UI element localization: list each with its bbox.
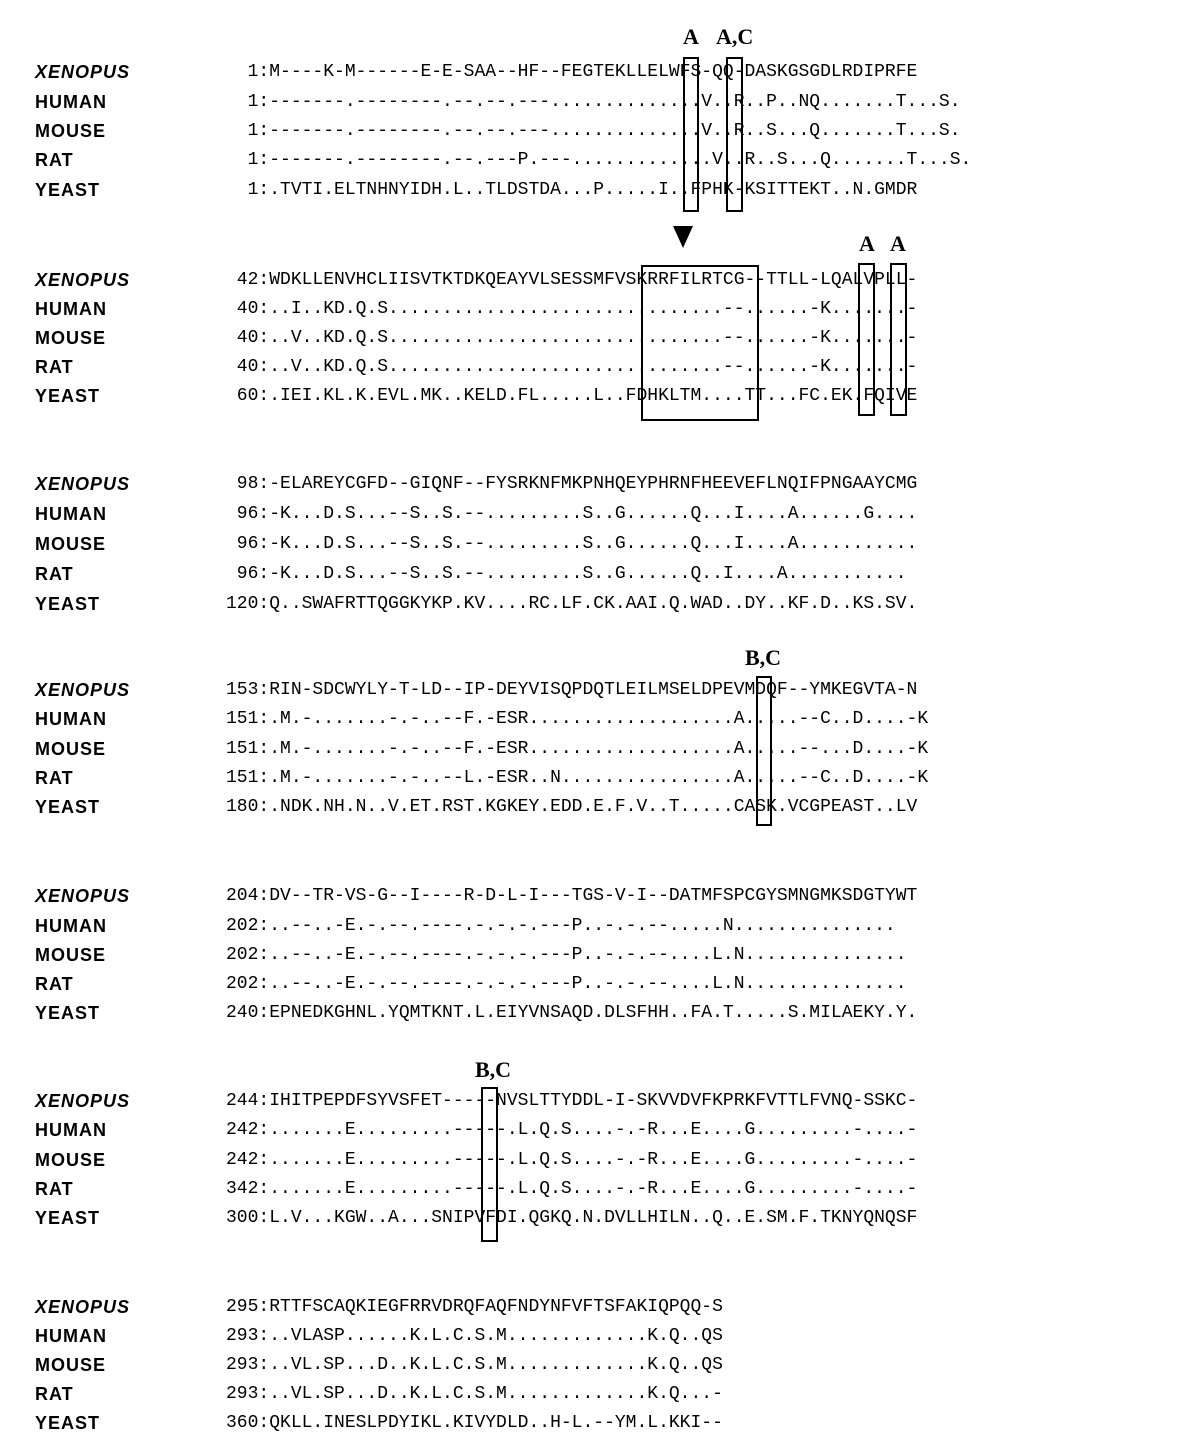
position-number: 242 xyxy=(226,1120,259,1140)
species-label: YEAST xyxy=(35,1208,101,1228)
position-number: 202 xyxy=(226,945,259,965)
species-label: XENOPUS xyxy=(35,270,131,290)
position-number: 40 xyxy=(226,299,259,319)
sequence-text: 342:.......E.........-----.L.Q.S....-.-R...E....G.........-....- xyxy=(226,1179,918,1199)
position-number: 120 xyxy=(226,594,259,614)
species-label: XENOPUS xyxy=(35,1297,131,1317)
species-label: HUMAN xyxy=(35,916,107,936)
residues: .NDK.NH.N..V.ET.RST.KGKEY.EDD.E.F.V..T.....CASK.VCGPEAST..LV xyxy=(269,797,918,817)
species-label: YEAST xyxy=(35,180,101,200)
position-number: 300 xyxy=(226,1208,259,1228)
alignment-row xyxy=(0,768,1187,792)
alignment-row xyxy=(0,1384,1187,1408)
position-number: 360 xyxy=(226,1413,259,1433)
alignment-row xyxy=(0,1091,1187,1115)
sequence-text: 98:-ELAREYCGFD--GIQNF--FYSRKNFMKPNHQEYPHRNFHEEVEFLNQIFPNGAAYCMG xyxy=(226,474,918,494)
alignment-row xyxy=(0,299,1187,323)
alignment-row xyxy=(0,180,1187,204)
residues: DV--TR-VS-G--I----R-D-L-I---TGS-V-I--DATMFSPCGYSMNGMKSDGTYWT xyxy=(269,886,918,906)
position-number: 151 xyxy=(226,768,259,788)
alignment-row xyxy=(0,150,1187,174)
alignment-row xyxy=(0,916,1187,940)
species-label: RAT xyxy=(35,974,74,994)
sequence-text: 242:.......E.........-----.L.Q.S....-.-R...E....G.........-....- xyxy=(226,1120,918,1140)
species-label: YEAST xyxy=(35,594,101,614)
sequence-text: 293:..VLASP......K.L.C.S.M.............K.Q..QS xyxy=(226,1326,723,1346)
residues: ..VL.SP...D..K.L.C.S.M.............K.Q..QS xyxy=(269,1355,723,1375)
sequence-text: 96:-K...D.S...--S..S.--.........S..G......Q...I....A........... xyxy=(226,534,918,554)
sequence-text: 151:.M.-.......-.-..--F.-ESR...................A.....--C..D....-K xyxy=(226,709,929,729)
alignment-row xyxy=(0,974,1187,998)
residues: ..V..KD.Q.S...............................--......-K.......- xyxy=(269,328,918,348)
residues: .......E.........-----.L.Q.S....-.-R...E....G.........-....- xyxy=(269,1179,918,1199)
species-label: MOUSE xyxy=(35,1355,107,1375)
residues: Q..SWAFRTTQGGKYKP.KV....RC.LF.CK.AAI.Q.WAD..DY..KF.D..KS.SV. xyxy=(269,594,918,614)
alignment-row xyxy=(0,564,1187,588)
residues: ..VL.SP...D..K.L.C.S.M.............K.Q...- xyxy=(269,1384,723,1404)
position-number: 151 xyxy=(226,709,259,729)
site-label-bc: B,C xyxy=(475,1057,512,1082)
residues: -K...D.S...--S..S.--.........S..G......Q..I....A........... xyxy=(269,564,907,584)
residues: .M.-.......-.-..--L.-ESR..N................A.....--C..D....-K xyxy=(269,768,929,788)
sequence-text: 40:..I..KD.Q.S...............................--......-K.......- xyxy=(226,299,918,319)
sequence-text: 40:..V..KD.Q.S...............................--......-K.......- xyxy=(226,357,918,377)
residues: IHITPEPDFSYVSFET-----NVSLTTYDDL-I-SKVVDVFKPRKFVTTLFVNQ-SSKC- xyxy=(269,1091,918,1111)
position-number: 1 xyxy=(226,150,259,170)
alignment-row xyxy=(0,62,1187,86)
residues: ..VLASP......K.L.C.S.M.............K.Q..QS xyxy=(269,1326,723,1346)
alignment-row xyxy=(0,504,1187,528)
position-number: 204 xyxy=(226,886,259,906)
sequence-text: 295:RTTFSCAQKIEGFRRVDRQFAQFNDYNFVFTSFAKIQPQQ-S xyxy=(226,1297,723,1317)
residues: QKLL.INESLPDYIKL.KIVYDLD..H-L.--YM.L.KKI-- xyxy=(269,1413,723,1433)
position-number: 40 xyxy=(226,328,259,348)
sequence-text: 42:WDKLLENVHCLIISVTKTDKQEAYVLSESSMFVSKRRFILRTCG--TTLL-LQALVPLL- xyxy=(226,270,918,290)
sequence-text: 60:.IEI.KL.K.EVL.MK..KELD.FL.....L..FDHKLTM....TT...FC.EK.FQIVE xyxy=(226,386,918,406)
residues: -ELAREYCGFD--GIQNF--FYSRKNFMKPNHQEYPHRNFHEEVEFLNQIFPNGAAYCMG xyxy=(269,474,918,494)
species-label: MOUSE xyxy=(35,534,107,554)
sequence-text: 151:.M.-.......-.-..--L.-ESR..N................A.....--C..D....-K xyxy=(226,768,929,788)
sequence-text: 293:..VL.SP...D..K.L.C.S.M.............K.Q..QS xyxy=(226,1355,723,1375)
sequence-text: 202:..--..-E.-.--.----.-.-.-.---P..-.-.--.....N............... xyxy=(226,916,896,936)
species-label: MOUSE xyxy=(35,1150,107,1170)
position-number: 151 xyxy=(226,739,259,759)
position-number: 60 xyxy=(226,386,259,406)
sequence-text: 1:.TVTI.ELTNHNYIDH.L..TLDSTDA...P.....I..FPHK-KSITTEKT..N.GMDR xyxy=(226,180,918,200)
species-label: HUMAN xyxy=(35,1326,107,1346)
alignment-row xyxy=(0,1297,1187,1321)
position-number: 1 xyxy=(226,92,259,112)
sequence-text: 1:-------.--------.--.--.---..............V..R..S...Q.......T...S. xyxy=(226,121,961,141)
residues: RIN-SDCWYLY-T-LD--IP-DEYVISQPDQTLEILMSELDPEVMDQF--YMKEGVTA-N xyxy=(269,680,918,700)
sequence-text: 96:-K...D.S...--S..S.--.........S..G......Q...I....A......G.... xyxy=(226,504,918,524)
alignment-row xyxy=(0,886,1187,910)
sequence-text: 151:.M.-.......-.-..--F.-ESR...................A.....--...D....-K xyxy=(226,739,929,759)
species-label: MOUSE xyxy=(35,328,107,348)
position-number: 96 xyxy=(226,534,259,554)
species-label: XENOPUS xyxy=(35,1091,131,1111)
position-number: 1 xyxy=(226,121,259,141)
species-label: RAT xyxy=(35,357,74,377)
alignment-row xyxy=(0,739,1187,763)
alignment-row xyxy=(0,709,1187,733)
alignment-row xyxy=(0,357,1187,381)
residues: -------.--------.--.--.---..............V..R..S...Q.......T...S. xyxy=(269,121,961,141)
sequence-text: 1:M----K-M------E-E-SAA--HF--FEGTEKLLELWFS-QQ-DASKGSGDLRDIPRFE xyxy=(226,62,918,82)
species-label: YEAST xyxy=(35,386,101,406)
alignment-row xyxy=(0,1413,1187,1437)
species-label: RAT xyxy=(35,150,74,170)
position-number: 42 xyxy=(226,270,259,290)
site-label-a: A xyxy=(859,231,875,256)
species-label: XENOPUS xyxy=(35,886,131,906)
alignment-row xyxy=(0,945,1187,969)
sequence-text: 1:-------.--------.--.---P.---.............V..R..S...Q.......T...S. xyxy=(226,150,972,170)
site-label-a: A xyxy=(683,24,699,49)
species-label: RAT xyxy=(35,564,74,584)
alignment-row xyxy=(0,1208,1187,1232)
species-label: XENOPUS xyxy=(35,680,131,700)
species-label: YEAST xyxy=(35,1003,101,1023)
species-label: YEAST xyxy=(35,797,101,817)
species-label: HUMAN xyxy=(35,92,107,112)
alignment-row xyxy=(0,474,1187,498)
sequence-text: 96:-K...D.S...--S..S.--.........S..G......Q..I....A........... xyxy=(226,564,907,584)
alignment-row xyxy=(0,594,1187,618)
position-number: 295 xyxy=(226,1297,259,1317)
residues: ..V..KD.Q.S...............................--......-K.......- xyxy=(269,357,918,377)
position-number: 40 xyxy=(226,357,259,377)
position-number: 293 xyxy=(226,1326,259,1346)
species-label: HUMAN xyxy=(35,504,107,524)
residues: WDKLLENVHCLIISVTKTDKQEAYVLSESSMFVSKRRFILRTCG--TTLL-LQALVPLL- xyxy=(269,270,918,290)
sequence-text: 1:-------.--------.--.--.---..............V..R..P..NQ.......T...S. xyxy=(226,92,961,112)
sequence-text: 202:..--..-E.-.--.----.-.-.-.---P..-.-.--....L.N............... xyxy=(226,974,907,994)
sequence-text: 120:Q..SWAFRTTQGGKYKP.KV....RC.LF.CK.AAI.Q.WAD..DY..KF.D..KS.SV. xyxy=(226,594,918,614)
sequence-text: 244:IHITPEPDFSYVSFET-----NVSLTTYDDL-I-SKVVDVFKPRKFVTTLFVNQ-SSKC- xyxy=(226,1091,918,1111)
position-number: 242 xyxy=(226,1150,259,1170)
species-label: XENOPUS xyxy=(35,62,131,82)
sequence-text: 153:RIN-SDCWYLY-T-LD--IP-DEYVISQPDQTLEILMSELDPEVMDQF--YMKEGVTA-N xyxy=(226,680,918,700)
sequence-text: 360:QKLL.INESLPDYIKL.KIVYDLD..H-L.--YM.L.KKI-- xyxy=(226,1413,723,1433)
site-label-ac: A,C xyxy=(716,24,754,49)
residues: ..--..-E.-.--.----.-.-.-.---P..-.-.--....L.N............... xyxy=(269,974,907,994)
alignment-row xyxy=(0,534,1187,558)
sequence-text: 40:..V..KD.Q.S...............................--......-K.......- xyxy=(226,328,918,348)
sequence-text: 242:.......E.........-----.L.Q.S....-.-R...E....G.........-....- xyxy=(226,1150,918,1170)
species-label: MOUSE xyxy=(35,121,107,141)
alignment-row xyxy=(0,386,1187,410)
alignment-row xyxy=(0,797,1187,821)
alignment-row xyxy=(0,1179,1187,1203)
position-number: 293 xyxy=(226,1355,259,1375)
alignment-row xyxy=(0,1355,1187,1379)
residues: .IEI.KL.K.EVL.MK..KELD.FL.....L..FDHKLTM....TT...FC.EK.FQIVE xyxy=(269,386,918,406)
position-number: 98 xyxy=(226,474,259,494)
sequence-text: 300:L.V...KGW..A...SNIPVFDI.QGKQ.N.DVLLHILN..Q..E.SM.F.TKNYQNQSF xyxy=(226,1208,918,1228)
residues: .M.-.......-.-..--F.-ESR...................A.....--...D....-K xyxy=(269,739,929,759)
residues: ..--..-E.-.--.----.-.-.-.---P..-.-.--....L.N............... xyxy=(269,945,907,965)
position-number: 180 xyxy=(226,797,259,817)
residues: RTTFSCAQKIEGFRRVDRQFAQFNDYNFVFTSFAKIQPQQ-S xyxy=(269,1297,723,1317)
residues: -K...D.S...--S..S.--.........S..G......Q...I....A........... xyxy=(269,534,918,554)
residues: ..I..KD.Q.S...............................--......-K.......- xyxy=(269,299,918,319)
alignment-row xyxy=(0,121,1187,145)
residues: EPNEDKGHNL.YQMTKNT.L.EIYVNSAQD.DLSFHH..FA.T.....S.MILAEKY.Y. xyxy=(269,1003,918,1023)
species-label: MOUSE xyxy=(35,945,107,965)
site-label-a: A xyxy=(890,231,906,256)
residues: -K...D.S...--S..S.--.........S..G......Q...I....A......G.... xyxy=(269,504,918,524)
alignment-row xyxy=(0,680,1187,704)
species-label: MOUSE xyxy=(35,739,107,759)
species-label: HUMAN xyxy=(35,709,107,729)
species-label: YEAST xyxy=(35,1413,101,1433)
alignment-row xyxy=(0,1150,1187,1174)
residues: .TVTI.ELTNHNYIDH.L..TLDSTDA...P.....I..FPHK-KSITTEKT..N.GMDR xyxy=(269,180,918,200)
sequence-text: 202:..--..-E.-.--.----.-.-.-.---P..-.-.--....L.N............... xyxy=(226,945,907,965)
residues: ..--..-E.-.--.----.-.-.-.---P..-.-.--.....N............... xyxy=(269,916,896,936)
residues: -------.--------.--.--.---..............V..R..P..NQ.......T...S. xyxy=(269,92,961,112)
residues: M----K-M------E-E-SAA--HF--FEGTEKLLELWFS-QQ-DASKGSGDLRDIPRFE xyxy=(269,62,918,82)
position-number: 1 xyxy=(226,62,259,82)
residues: .M.-.......-.-..--F.-ESR...................A.....--C..D....-K xyxy=(269,709,929,729)
sequence-text: 240:EPNEDKGHNL.YQMTKNT.L.EIYVNSAQD.DLSFHH..FA.T.....S.MILAEKY.Y. xyxy=(226,1003,918,1023)
sequence-text: 180:.NDK.NH.N..V.ET.RST.KGKEY.EDD.E.F.V..T.....CASK.VCGPEAST..LV xyxy=(226,797,918,817)
position-number: 153 xyxy=(226,680,259,700)
position-number: 342 xyxy=(226,1179,259,1199)
position-number: 240 xyxy=(226,1003,259,1023)
alignment-row xyxy=(0,270,1187,294)
residues: .......E.........-----.L.Q.S....-.-R...E....G.........-....- xyxy=(269,1120,918,1140)
alignment-row xyxy=(0,1003,1187,1027)
alignment-row xyxy=(0,92,1187,116)
sequence-text: 204:DV--TR-VS-G--I----R-D-L-I---TGS-V-I--DATMFSPCGYSMNGMKSDGTYWT xyxy=(226,886,918,906)
residues: -------.--------.--.---P.---.............V..R..S...Q.......T...S. xyxy=(269,150,972,170)
residues: .......E.........-----.L.Q.S....-.-R...E....G.........-....- xyxy=(269,1150,918,1170)
alignment-row xyxy=(0,328,1187,352)
position-number: 96 xyxy=(226,564,259,584)
site-label-bc: B,C xyxy=(745,645,782,670)
position-number: 96 xyxy=(226,504,259,524)
species-label: HUMAN xyxy=(35,299,107,319)
species-label: XENOPUS xyxy=(35,474,131,494)
residues: L.V...KGW..A...SNIPVFDI.QGKQ.N.DVLLHILN..Q..E.SM.F.TKNYQNQSF xyxy=(269,1208,918,1228)
alignment-row xyxy=(0,1326,1187,1350)
insertion-arrow-icon xyxy=(673,226,693,248)
alignment-row xyxy=(0,1120,1187,1144)
species-label: RAT xyxy=(35,1179,74,1199)
position-number: 202 xyxy=(226,916,259,936)
species-label: HUMAN xyxy=(35,1120,107,1140)
position-number: 202 xyxy=(226,974,259,994)
position-number: 293 xyxy=(226,1384,259,1404)
species-label: RAT xyxy=(35,1384,74,1404)
species-label: RAT xyxy=(35,768,74,788)
position-number: 244 xyxy=(226,1091,259,1111)
sequence-text: 293:..VL.SP...D..K.L.C.S.M.............K.Q...- xyxy=(226,1384,723,1404)
position-number: 1 xyxy=(226,180,259,200)
